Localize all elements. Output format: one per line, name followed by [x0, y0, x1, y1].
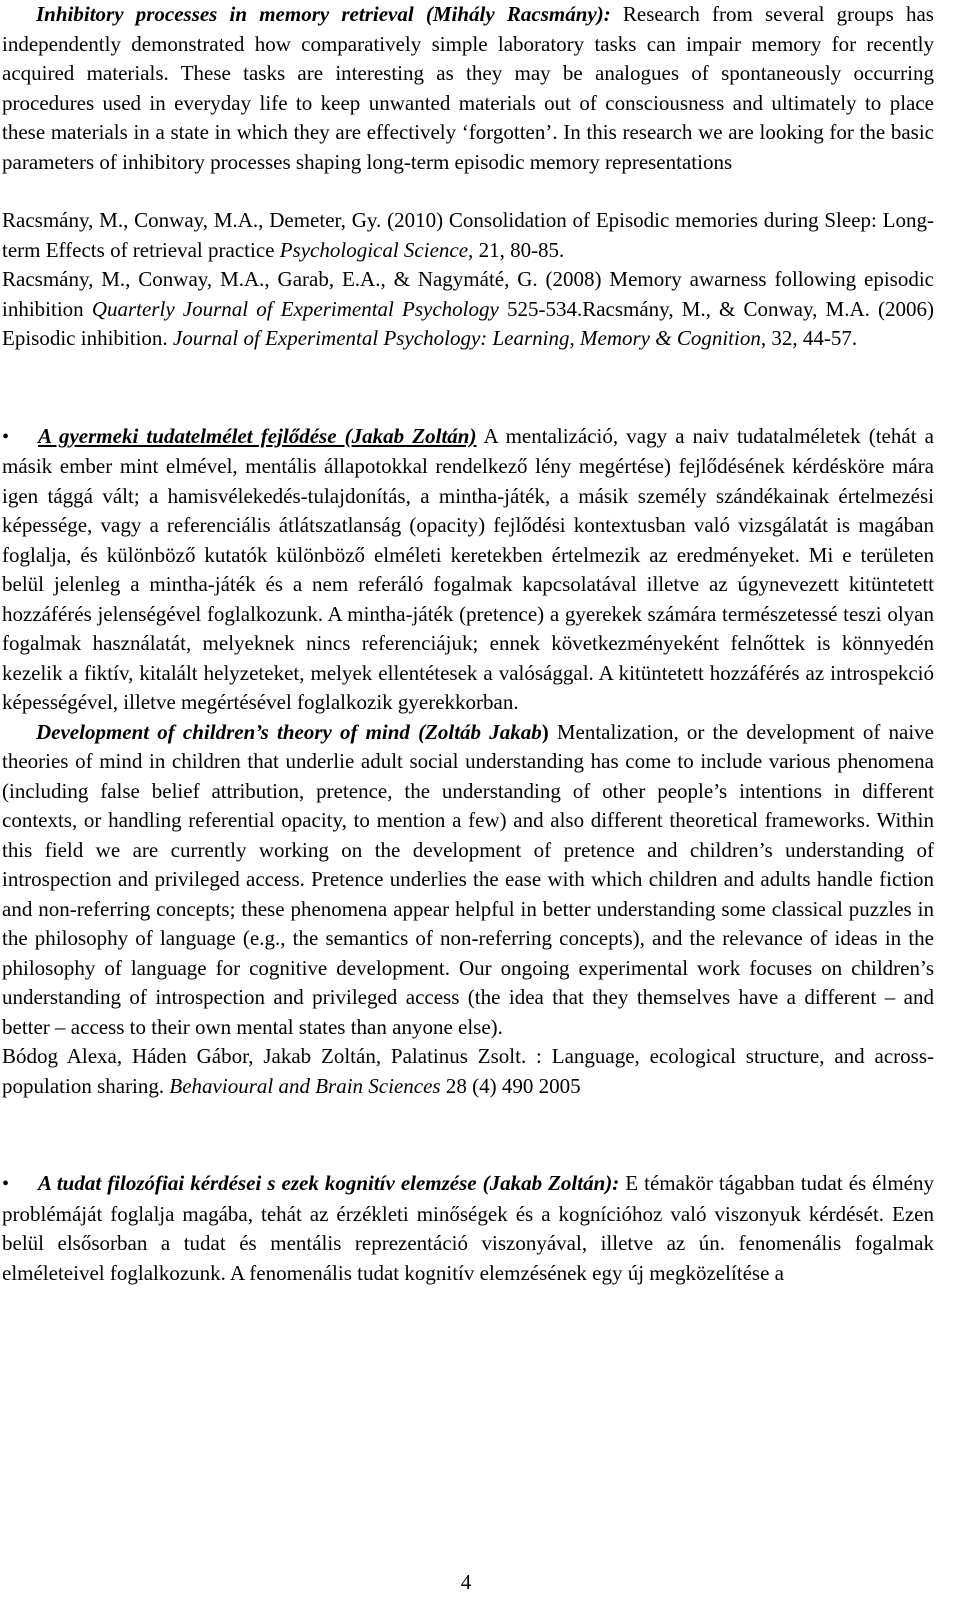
reference-journal: Journal of Experimental Psychology: Learning, Memory & Cognition	[172, 326, 761, 350]
section-heading-inhibitory: Inhibitory processes in memory retrieval (Mihály Racsmány):	[36, 2, 611, 26]
references-inhibitory	[2, 206, 934, 354]
section-heading-filozofiai: A tudat filozófiai kérdései s ezek kognitív elemzése (Jakab Zoltán):	[38, 1171, 620, 1195]
reference-journal: Quarterly Journal of Experimental Psychology	[91, 296, 499, 321]
reference-entry	[2, 206, 934, 265]
reference-text: Bódog Alexa, Háden Gábor, Jakab Zoltán, Palatinus Zsolt. : Language, ecological structure, and across-population sharing.	[2, 1044, 934, 1098]
paragraph-body: Mentalization, or the development of naive theories of mind in children that underlie adult social understanding has come to include various phenomena (including false belief attribution, pretence, the understanding of other people’s intentions in different contexts, or handling referential opacity, to mention a few) and also different theoretical frameworks. Within this field we are currently working on the development of pretence and children’s understanding of introspection and privileged access. Pretence underlies the ease with which children and adults handle fiction and non-referring concepts; these phenomena appear helpful in better understanding some classical puzzles in the philosophy of language (e.g., the semantics of non-referring concepts), and the relevance of ideas in the philosophy of language for cognitive development. Our ongoing experimental work focuses on children’s understanding of introspection and privileged access (the idea that they themselves have a different – and better – access to their own mental states than anyone else).	[2, 719, 934, 1039]
reference-text: Racsmány, M., Conway, M.A., Garab, E.A., & Nagymáté, G. (2008) Memory awarness following episodic inhibition	[2, 267, 934, 321]
reference-journal: Psychological Science,	[279, 237, 474, 262]
page-number: 4	[460, 1570, 472, 1594]
paragraph-body: A mentalizáció, vagy a naiv tudatalméletek (tehát a másik ember mint elmével, mentális állapotokkal rendelkező lény megértése) fejlődésének kérdésköre mára igen tággá vált; a hamisvélekedés-tulajdonítás, a mintha-játék, a másik személy szándékainak értelmezési képessége, vagy a referenciális átlátszatlanság (opacity) fejlődési kontextusban való vizsgálatát is magában foglalja, és különböző kutatók különböző elméleti keretekben értelmezik az eredményeket. Mi e területen belül jelenleg a mintha-játék és a nem referáló fogalmak kapcsolatával illetve az úgynevezett kitüntetett hozzáférés jelenségével foglalkozunk. A mintha-játék (pretence) a gyerekek számára természetessé teszi olyan fogalmak használatát, melyeknek nincs referenciájuk; ennek következményeként felnőttek is könnyedén kezelik a fiktív, kitalált helyzeteket, melyek ellentétesek a valósággal. A kitüntetett hozzáférés az introspekció képességével, illetve megértésével foglalkozik gyerekkorban.	[2, 423, 934, 714]
reference-tail: 525-534.	[498, 296, 583, 321]
reference-entry	[2, 265, 934, 354]
section-heading-close: )	[541, 719, 549, 744]
paragraph-body: E témakör tágabban tudat és élmény problémáját foglalja magába, tehát az érzékleti minőségek és a kognícióhoz való viszonyuk kérdését. Ezen belül elsősorban a tudat és mentális reprezentáció viszonyával, illetve az ún. fenomenális fogalmak elméleteivel foglalkozunk. A fenomenális tudat kognitív elemzésének egy új megközelítése a	[2, 1171, 934, 1285]
section-tudat-filozofiai	[2, 1169, 934, 1288]
section-heading-development: Development of children’s theory of mind (Zoltáb Jakab	[36, 719, 542, 744]
paragraph-inhibitory-processes	[2, 0, 934, 177]
section-heading-gyermeki: A gyermeki tudatelmélet fejlődése (Jakab Zoltán)	[38, 423, 477, 448]
paragraph-body: Research from several groups has independently demonstrated how comparatively simple laboratory tasks can impair memory for recently acquired materials. These tasks are interesting as they may be analogues of spontaneously occurring procedures used in everyday life to keep unwanted materials out of consciousness and ultimately to place these materials in a state in which they are effectively ‘forgotten’. In this research we are looking for the basic parameters of inhibitory processes shaping long-term episodic memory representations	[2, 2, 934, 174]
reference-tail: 28 (4) 490 2005	[440, 1073, 581, 1098]
bullet-icon: •	[2, 425, 10, 448]
paragraph-development	[2, 718, 934, 1043]
paragraph-gyermeki	[2, 422, 934, 718]
reference-tail: , 32, 44-57.	[760, 326, 858, 350]
reference-text: Racsmány, M., & Conway, M.A. (2006) Episodic inhibition.	[2, 296, 934, 350]
section-gyermeki-tudatelmelet	[2, 422, 934, 1102]
reference-text: Racsmány, M., Conway, M.A., Demeter, Gy. (2010) Consolidation of Episodic memories during Sleep: Long-term Effects of retrieval practice	[2, 208, 934, 262]
paragraph-filozofiai	[2, 1169, 934, 1288]
reference-entry	[2, 1042, 934, 1101]
bullet-icon: •	[2, 1173, 10, 1195]
reference-journal: Behavioural and Brain Sciences	[169, 1073, 441, 1098]
reference-tail: 21, 80-85.	[473, 237, 565, 262]
